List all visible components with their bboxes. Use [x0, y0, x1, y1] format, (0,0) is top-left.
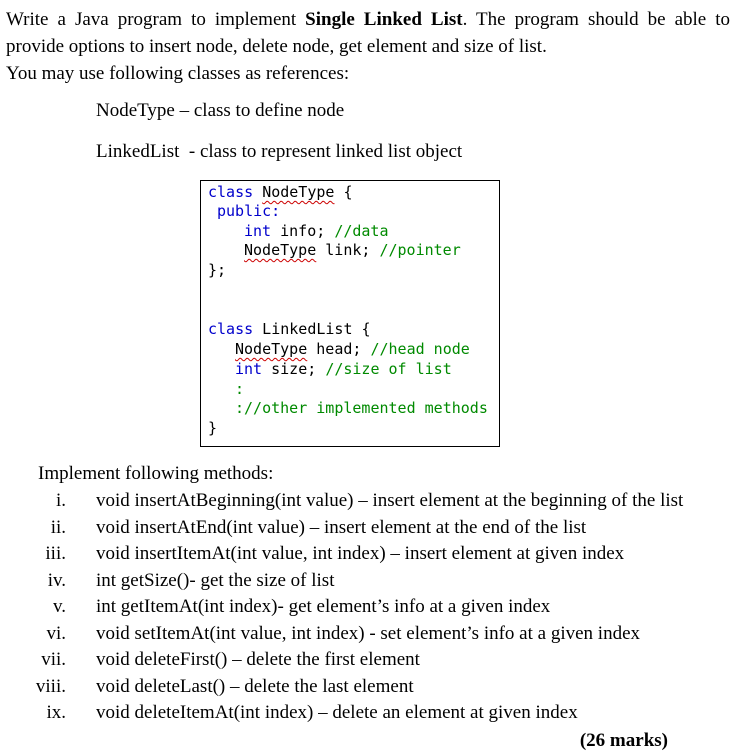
- item-numeral: iv.: [47, 569, 66, 591]
- question-intro: [6, 6, 730, 87]
- marks-label: (26 marks): [579, 730, 668, 751]
- list-item: [0, 647, 732, 674]
- code-link-field: NodeType link; //pointer: [244, 241, 461, 259]
- item-numeral: viii.: [35, 675, 66, 697]
- list-item: [0, 568, 732, 595]
- method-description: void insertAtEnd(int value) – insert element at the end of the list: [96, 516, 587, 538]
- method-description: void deleteFirst() – delete the first element: [96, 649, 420, 670]
- method-description: int getItemAt(int index)- get element’s info at a given index: [96, 596, 551, 617]
- code-ellipsis: :: [235, 380, 245, 398]
- item-numeral: ii.: [50, 516, 66, 538]
- method-description: void deleteItemAt(int index) – delete an element at given index: [96, 702, 578, 723]
- item-numeral: i.: [55, 490, 66, 511]
- method-description: void insertAtBeginning(int value) – insert element at the beginning of the list: [96, 490, 684, 511]
- method-description: void setItemAt(int value, int index) - set element’s info at a given index: [96, 622, 640, 644]
- item-numeral: ix.: [46, 702, 66, 723]
- code-size-field: int size; //size of list: [235, 360, 452, 378]
- method-description: void insertItemAt(int value, int index) – insert element at given index: [96, 543, 625, 564]
- intro-line-3: You may use following classes as references:: [6, 63, 350, 84]
- code-linkedlist-header: class LinkedList {: [208, 320, 371, 338]
- code-info-field: int info; //data: [244, 222, 389, 240]
- list-item: [0, 621, 732, 648]
- method-description: int getSize()- get the size of list: [96, 569, 335, 591]
- item-numeral: vii.: [41, 649, 66, 670]
- code-linkedlist-close: }: [208, 419, 218, 437]
- topic-bold: Single Linked List: [305, 9, 463, 30]
- code-other-methods-comment: ://other implemented methods: [235, 399, 488, 417]
- implement-title: Implement following methods:: [38, 463, 274, 484]
- list-item: [0, 541, 732, 568]
- intro-line-2: provide options to insert node, delete node, get element and size of list.: [6, 36, 547, 57]
- code-public: public:: [217, 202, 281, 220]
- list-item: [0, 700, 732, 727]
- list-item: [0, 594, 732, 621]
- intro-line-1: Write a Java program to implement Single Linked List. The program should be able to: [6, 9, 731, 30]
- linkedlist-description: LinkedList - class to represent linked list object: [96, 141, 463, 162]
- code-snippet-box: [200, 180, 500, 447]
- list-item: [0, 674, 732, 701]
- item-numeral: vi.: [46, 622, 66, 644]
- method-description: void deleteLast() – delete the last element: [96, 675, 414, 697]
- code-nodetype-close: };: [208, 261, 227, 279]
- list-item: [0, 515, 732, 542]
- list-item: [0, 488, 732, 515]
- code-head-field: NodeType head; //head node: [235, 340, 470, 358]
- nodetype-description: NodeType – class to define node: [96, 100, 345, 121]
- item-numeral: iii.: [45, 543, 66, 564]
- method-list: [0, 488, 732, 727]
- item-numeral: v.: [52, 596, 66, 617]
- code-nodetype-header: class NodeType {: [208, 183, 353, 201]
